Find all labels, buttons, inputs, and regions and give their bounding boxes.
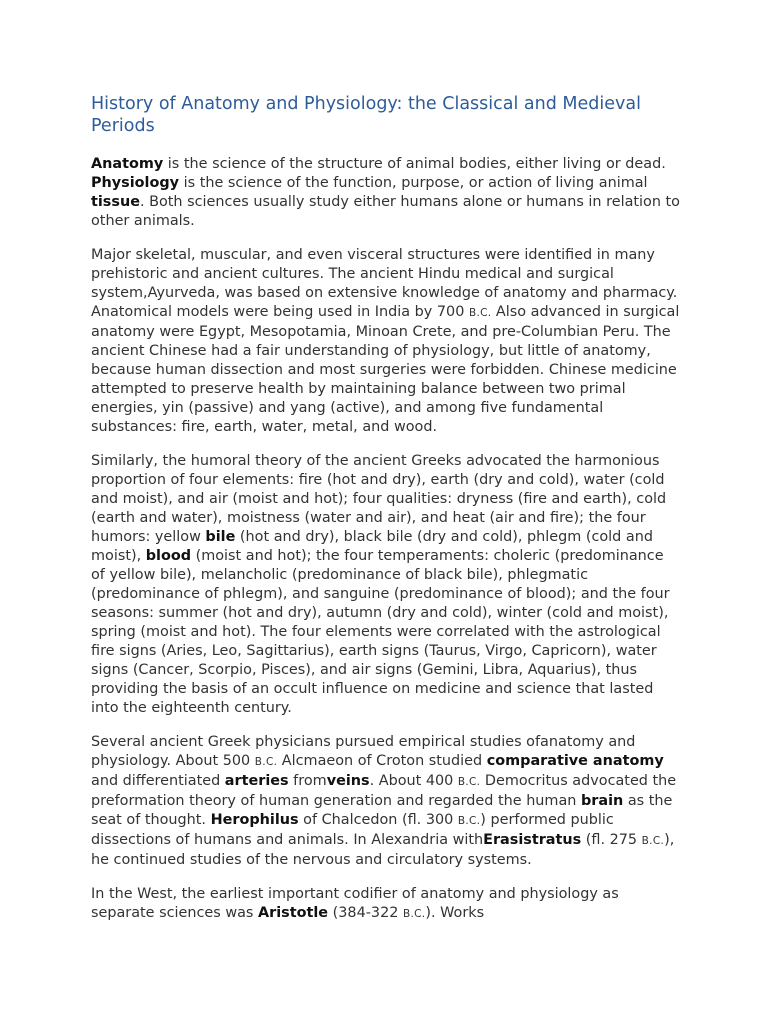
- term-tissue: tissue: [91, 194, 140, 210]
- document-page: [91, 93, 681, 939]
- term-blood: blood: [145, 548, 192, 564]
- paragraph-humoral-theory: Similarly, the humoral theory of the ancient Greeks advocated the harmonious proportion of four elements: fire (hot and dry), earth (dry and cold), water (cold and moist), and air (moist and hot); four qualities: dryness (fire and earth), cold (earth and water), moistness (water and air), and heat (air and fire); the four humors: yellow bile (hot and dry), black bile (dry and cold), phlegm (cold and moist), blood (moist and hot); the four temperaments: choleric (predominance of yellow bile), melancholic (predominance of black bile), phlegmatic (predominance of phlegm), and sanguine (predominance of blood); and the four seasons: summer (hot and dry), autumn (dry and cold), winter (cold and moist), spring (moist and hot). The four elements were correlated with the astrological fire signs (Aries, Leo, Sagittarius), earth signs (Taurus, Virgo, Capricorn), water signs (Cancer, Scorpio, Pisces), and air signs (Gemini, Libra, Aquarius), thus providing the basis of an occult influence on medicine and science that lasted into the eighteenth century.: [91, 453, 670, 716]
- term-herophilus: Herophilus: [210, 812, 299, 828]
- term-brain: brain: [580, 793, 624, 809]
- document-title: History of Anatomy and Physiology: the Classical and Medieval Periods: [91, 94, 641, 136]
- term-arteries: arteries: [224, 773, 289, 789]
- term-comparative-anatomy: comparative anatomy: [486, 753, 664, 769]
- term-erasistratus: Erasistratus: [483, 832, 582, 848]
- term-anatomy: Anatomy: [91, 156, 164, 172]
- paragraph-aristotle: In the West, the earliest important codifier of anatomy and physiology as separate sciences was Aristotle (384-322 B.C.). Works: [91, 886, 619, 921]
- term-bile: bile: [205, 529, 236, 545]
- term-physiology: Physiology: [91, 175, 180, 191]
- paragraph-greek-physicians: Several ancient Greek physicians pursued empirical studies ofanatomy and physiology. About 500 B.C. Alcmaeon of Croton studied comparative anatomy and differentiated arteries fromveins. About 400 B.C. Democritus advocated the preformation theory of human generation and regarded the human brain as the seat of thought. Herophilus of Chalcedon (fl. 300 B.C.) performed public dissections of humans and animals. In Alexandria withErasistratus (fl. 275 B.C.), he continued studies of the nervous and circulatory systems.: [91, 734, 677, 868]
- term-veins: veins: [326, 773, 370, 789]
- term-aristotle: Aristotle: [258, 905, 329, 921]
- paragraph-definitions: Anatomy is the science of the structure of animal bodies, either living or dead. Physiology is the science of the function, purpose, or action of living animal tissue. Both sciences usually study either humans alone or humans in relation to other animals.: [91, 156, 680, 229]
- paragraph-ancient-cultures: Major skeletal, muscular, and even visceral structures were identified in many prehistoric and ancient cultures. The ancient Hindu medical and surgical system,Ayurveda, was based on extensive knowledge of anatomy and pharmacy. Anatomical models were being used in India by 700 B.C. Also advanced in surgical anatomy were Egypt, Mesopotamia, Minoan Crete, and pre-Columbian Peru. The ancient Chinese had a fair understanding of physiology, but little of anatomy, because human dissection and most surgeries were forbidden. Chinese medicine attempted to preserve health by maintaining balance between two primal energies, yin (passive) and yang (active), and among five fundamental substances: fire, earth, water, metal, and wood.: [91, 247, 680, 435]
